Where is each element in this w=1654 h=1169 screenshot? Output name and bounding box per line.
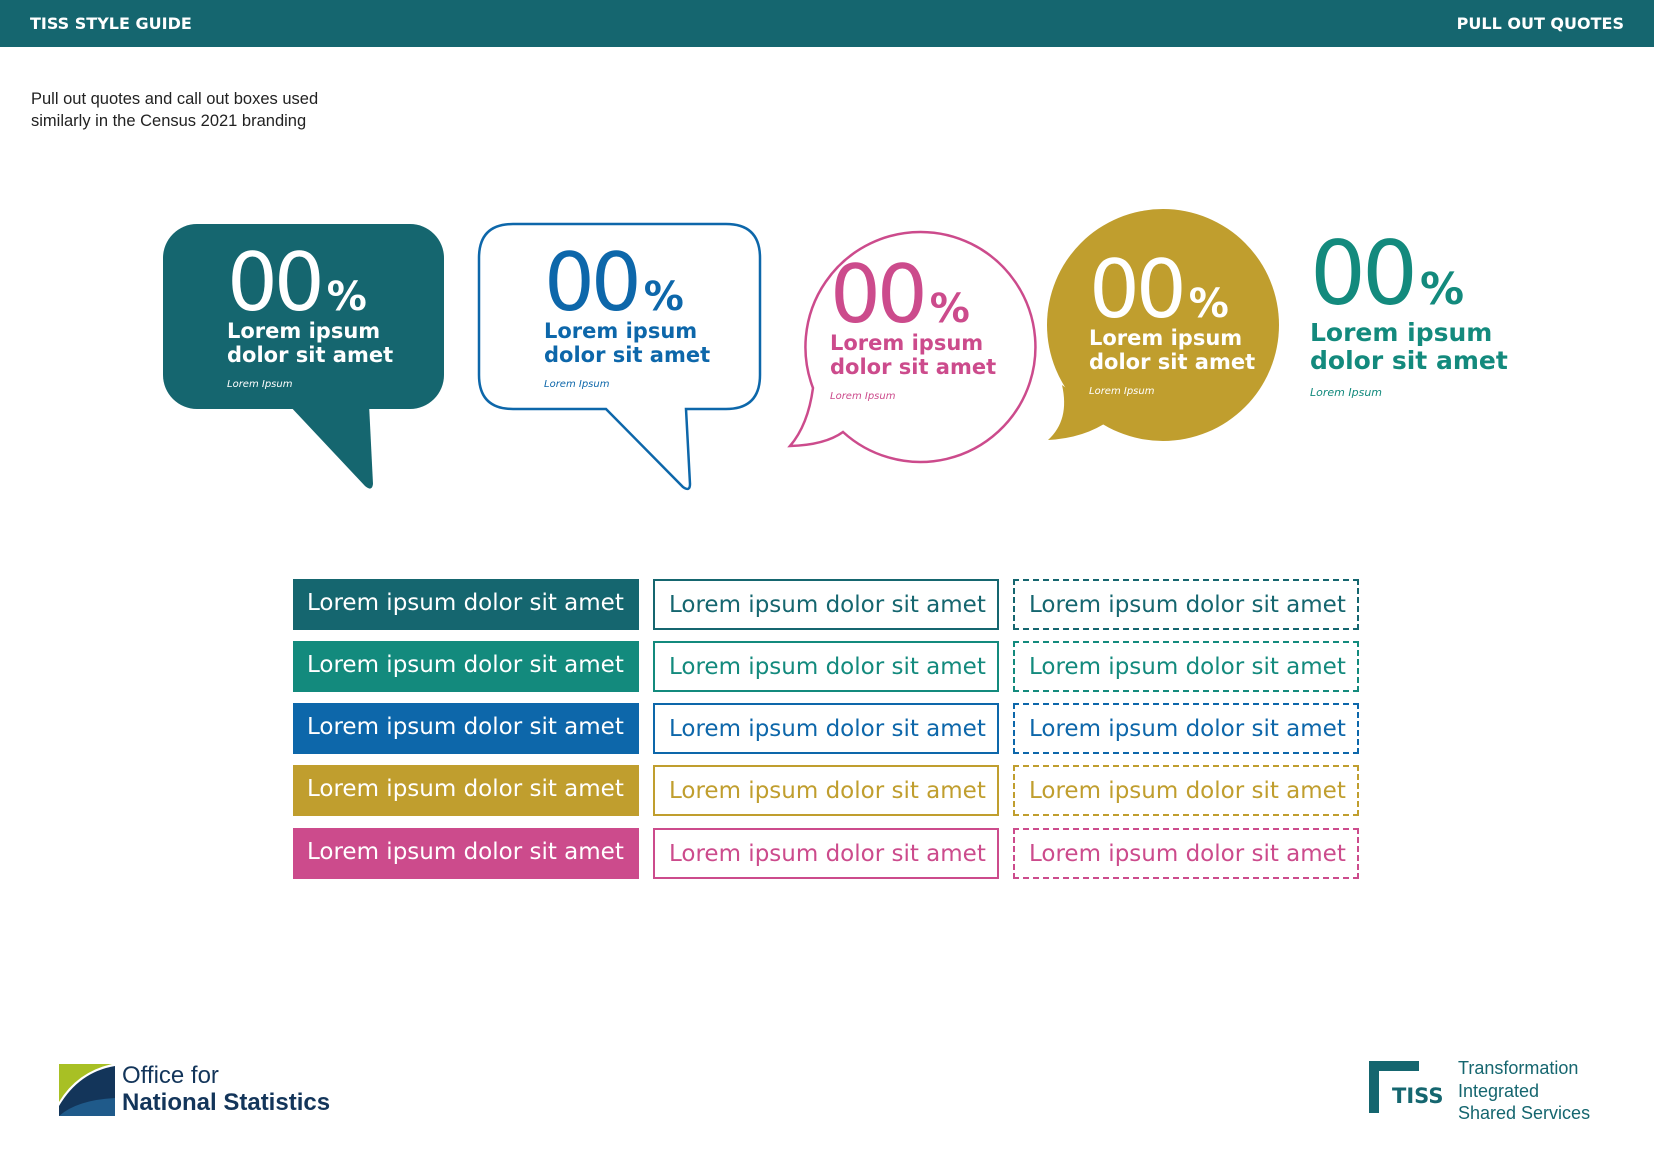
callout-outline-green-teal: Lorem ipsum dolor sit amet [653, 641, 999, 692]
guide-title: TISS STYLE GUIDE [30, 14, 192, 33]
callout-solid-pink: Lorem ipsum dolor sit amet [293, 828, 639, 879]
callout-dashed-dark-teal: Lorem ipsum dolor sit amet [1013, 579, 1359, 630]
quote-1-stat: 00 % [227, 236, 367, 329]
quote-1-caption: Lorem Ipsum [227, 379, 293, 390]
quote-4-line-2: dolor sit amet [1089, 350, 1256, 374]
quote-1-line-1: Lorem ipsum [227, 319, 381, 343]
callout-outline-blue: Lorem ipsum dolor sit amet [653, 703, 999, 754]
quote-5-stat: 00 % [1310, 222, 1465, 325]
ons-line-1: Office for [122, 1062, 219, 1089]
callout-solid-dark-teal: Lorem ipsum dolor sit amet [293, 579, 639, 630]
quote-1-line-2: dolor sit amet [227, 343, 394, 367]
callout-dashed-pink: Lorem ipsum dolor sit amet [1013, 828, 1359, 879]
quote-4-caption: Lorem Ipsum [1089, 386, 1155, 397]
quote-5-line-1: Lorem ipsum [1310, 318, 1493, 347]
quote-2-line-2: dolor sit amet [544, 343, 711, 367]
ons-logo-icon [57, 1062, 117, 1118]
callout-outline-pink: Lorem ipsum dolor sit amet [653, 828, 999, 879]
callout-solid-green-teal: Lorem ipsum dolor sit amet [293, 641, 639, 692]
callout-dashed-blue: Lorem ipsum dolor sit amet [1013, 703, 1359, 754]
callout-dashed-green-teal: Lorem ipsum dolor sit amet [1013, 641, 1359, 692]
callout-outline-dark-teal: Lorem ipsum dolor sit amet [653, 579, 999, 630]
tiss-logo-text [1458, 1057, 1590, 1125]
callout-solid-gold: Lorem ipsum dolor sit amet [293, 765, 639, 816]
ons-logo-text [122, 1062, 330, 1116]
quote-3-line-1: Lorem ipsum [830, 331, 984, 355]
quote-3-line-2: dolor sit amet [830, 355, 997, 379]
quote-2-caption: Lorem Ipsum [544, 379, 610, 390]
quote-3-stat: 00 % [830, 248, 970, 341]
quote-5-caption: Lorem Ipsum [1310, 386, 1383, 399]
intro-line-1: Pull out quotes and call out boxes used [31, 90, 319, 108]
quote-4-line-1: Lorem ipsum [1089, 326, 1243, 350]
ons-line-2: National Statistics [122, 1089, 331, 1116]
tiss-line-3: Shared Services [1458, 1103, 1591, 1123]
quote-4-stat: 00 % [1089, 243, 1229, 336]
callout-solid-blue: Lorem ipsum dolor sit amet [293, 703, 639, 754]
callout-dashed-gold: Lorem ipsum dolor sit amet [1013, 765, 1359, 816]
tiss-line-2: Integrated [1458, 1080, 1540, 1101]
tiss-line-1: Transformation [1458, 1058, 1579, 1078]
quote-5-line-2: dolor sit amet [1310, 346, 1508, 375]
section-title: PULL OUT QUOTES [1456, 14, 1624, 33]
tiss-mark-text: TISS [1392, 1084, 1444, 1108]
quote-2-stat: 00 % [544, 236, 684, 329]
quote-3-caption: Lorem Ipsum [830, 391, 896, 402]
quote-2-line-1: Lorem ipsum [544, 319, 698, 343]
callout-outline-gold: Lorem ipsum dolor sit amet [653, 765, 999, 816]
intro-line-2: similarly in the Census 2021 branding [31, 112, 307, 130]
